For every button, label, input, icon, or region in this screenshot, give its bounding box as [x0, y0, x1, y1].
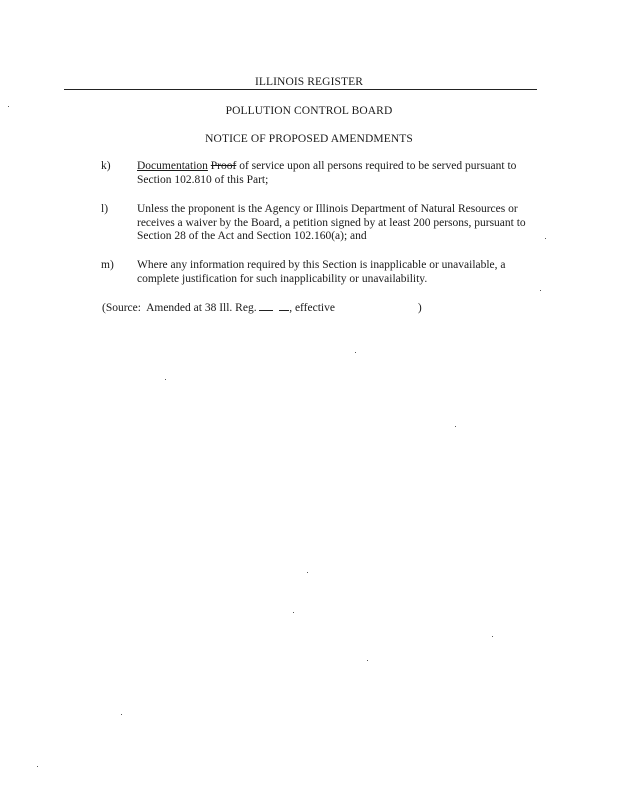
source-note — [102, 301, 422, 314]
volume-blank — [259, 301, 273, 311]
item-text — [137, 160, 537, 187]
item-marker: k) — [101, 160, 111, 172]
scan-speck — [545, 238, 546, 239]
source-prefix: (Source: Amended at 38 Ill. Reg. — [102, 302, 260, 314]
scan-speck — [37, 766, 38, 767]
source-suffix: ) — [417, 302, 422, 314]
date-blank — [338, 302, 418, 311]
scan-speck — [367, 660, 368, 661]
item-remaining-text: of service upon all persons required to be served pursuant to Section 102.810 of this Part; — [137, 160, 517, 186]
scan-speck — [455, 426, 456, 427]
scan-speck — [307, 572, 308, 573]
scan-speck — [165, 379, 166, 380]
source-middle: , effective — [289, 302, 338, 314]
scan-speck — [355, 352, 356, 353]
scan-speck — [121, 714, 122, 715]
item-text: Unless the proponent is the Agency or Illinois Department of Natural Resources or receives a waiver by the Board, a petition signed by at least 200 persons, pursuant to Section 28 of the Act and Section 102.160(a); and — [137, 203, 526, 242]
notice-title: NOTICE OF PROPOSED AMENDMENTS — [205, 133, 413, 145]
agency-title: POLLUTION CONTROL BOARD — [225, 105, 393, 117]
header-rule — [64, 89, 537, 90]
scan-speck — [492, 636, 493, 637]
scan-speck — [293, 612, 294, 613]
scan-speck — [540, 290, 541, 291]
register-title: ILLINOIS REGISTER — [254, 76, 364, 88]
deleted-text: Proof — [210, 160, 237, 172]
item-marker: m) — [101, 259, 114, 271]
item-text: Where any information required by this Section is inapplicable or unavailable, a complete justification for such inapplicability or unavailability. — [137, 259, 506, 285]
item-marker: l) — [101, 203, 109, 215]
scan-speck — [8, 106, 9, 107]
inserted-text: Documentation — [137, 160, 208, 172]
page-blank — [279, 301, 289, 311]
